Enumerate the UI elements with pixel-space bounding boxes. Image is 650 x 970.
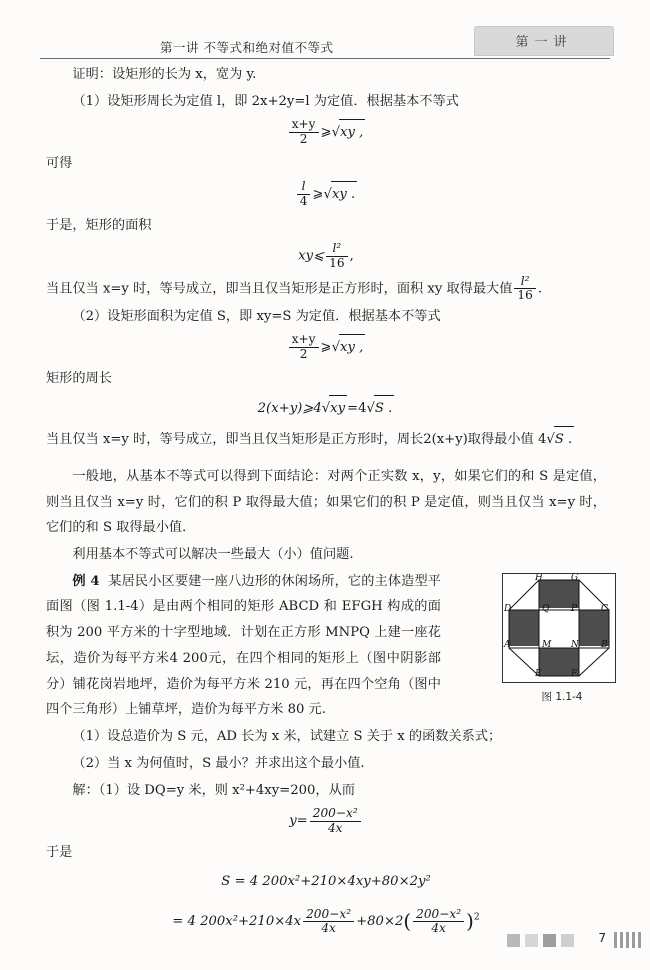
footer-barcode: [614, 932, 642, 948]
eq8-mid: +80×2: [356, 914, 404, 930]
example-label: 例 4: [72, 573, 100, 589]
question-2: （2）当 x 为何值时，S 最小？并求出这个最小值.: [72, 755, 365, 771]
figure-drawing: [502, 573, 616, 683]
figure-label-G: G: [571, 573, 579, 583]
eq2-num: l: [301, 179, 306, 194]
eq3-tail: ,: [349, 248, 354, 264]
footer-square-2: [525, 934, 538, 947]
eq8-pow: 2: [473, 911, 480, 923]
eq8-den: 4x: [303, 921, 354, 936]
l5-den: 16: [514, 288, 535, 303]
chapter-tab: [474, 26, 614, 56]
chapter-tab-label: 第一讲: [515, 35, 573, 50]
footer-square-1: [507, 934, 520, 947]
equality-condition-1-text: 当且仅当 x=y 时，等号成立，即当且仅当矩形是正方形时，面积 xy 取得最大值: [46, 280, 513, 296]
solution-line: 解：（1）设 DQ=y 米，则 x²+4xy=200，从而: [72, 782, 355, 798]
eq3-lhs: xy⩽: [298, 248, 325, 264]
thus-line-2: 于是: [46, 844, 73, 860]
equation-2: $\frac{l}{4}$ ⩾√xy .: [46, 180, 606, 208]
question-1: （1）设总造价为 S 元，AD 长为 x 米，试建立 S 关于 x 的函数关系式；: [72, 729, 502, 745]
eq3-den: 16: [326, 256, 347, 271]
eq7-text: S = 4 200x²+210×4xy+80×2y²: [221, 874, 431, 890]
equality-condition-2-text: 当且仅当 x=y 时，等号成立，即当且仅当矩形是正方形时，周长2(x+y)取得最小值 4: [46, 432, 547, 448]
eq8-num: 200−x²: [306, 906, 352, 921]
l5-num: l²: [520, 273, 530, 288]
figure-label-N: N: [571, 640, 579, 650]
figure-label-E: E: [535, 669, 542, 679]
equation-8: = 4 200x²+210×4x $\frac{\text{200−x²}}{4x}$ +80×2( $\frac{\text{200−x²}}{4x}$ )$^2$: [172, 906, 480, 936]
area-line: 于是，矩形的面积: [46, 217, 152, 233]
eq8-den2: 4x: [413, 921, 464, 936]
equality-condition-2: 当且仅当 x=y 时，等号成立，即当且仅当矩形是正方形时，周长2(x+y)取得最小值 4√S .: [46, 426, 606, 453]
eq5-mid: =4: [347, 401, 367, 417]
header-rule: [40, 58, 610, 59]
figure-label-D: D: [504, 604, 512, 614]
figure-label-A: A: [504, 640, 511, 650]
eq6-den: 4x: [310, 821, 361, 836]
equation-7: [46, 869, 606, 895]
equation-6: [46, 807, 606, 835]
l8-rad: S .: [554, 426, 574, 453]
page-number: 7: [598, 931, 606, 945]
equation-1: $\frac{x+y}{2}$ ⩾√xy ,: [46, 118, 606, 146]
figure-label-M: M: [542, 640, 552, 650]
eq2-rel: ⩾: [312, 186, 324, 202]
equation-4: $\frac{x+y}{2}$ ⩾√xy ,: [46, 333, 606, 361]
page-header: [0, 18, 650, 58]
eq4-radicand: xy ,: [339, 334, 365, 361]
eq4-num: x+y: [291, 332, 316, 347]
thus-line-1: 可得: [46, 155, 73, 171]
eq1-rel: ⩾: [320, 124, 332, 140]
figure-label-B: B: [601, 640, 608, 650]
equality-condition-1: [46, 275, 606, 303]
eq6-lhs: y=: [289, 813, 308, 829]
octagon-cross-diagram: [503, 574, 615, 682]
figure-caption: 图 1.1-4: [541, 691, 583, 703]
footer-square-4: [561, 934, 574, 947]
eq5-lhs: 2(x+y)⩾4: [257, 401, 322, 417]
eq8-lead: = 4 200x²+210×4x: [172, 914, 302, 930]
part1-premise: （1）设矩形周长为定值 l，即 2x+2y=l 为定值．根据基本不等式: [72, 93, 459, 109]
figure-1-1-4: [502, 573, 622, 704]
figure-label-H: H: [535, 573, 543, 583]
eq1-radicand: xy ,: [339, 119, 365, 146]
figure-label-F: F: [571, 669, 578, 679]
example-4: [46, 569, 441, 723]
eq8-num2: 200−x²: [416, 906, 462, 921]
eq5-rad1: xy: [329, 395, 347, 422]
eq4-rel: ⩾: [320, 339, 332, 355]
eq6-num: 200−x²: [312, 806, 358, 821]
equation-5: 2(x+y)⩾4√xy =4√S .: [46, 395, 606, 422]
eq3-num: l²: [332, 241, 342, 256]
eq1-num: x+y: [291, 117, 316, 132]
eq2-den: 4: [297, 194, 311, 209]
figure-label-P: P: [571, 604, 578, 614]
eq4-den: 2: [289, 347, 319, 362]
figure-label-Q: Q: [542, 604, 550, 614]
l5-tail: .: [537, 280, 543, 296]
footer-square-3: [543, 934, 556, 947]
eq2-radicand: xy .: [331, 181, 357, 208]
page-footer: [0, 930, 650, 952]
figure-label-C: C: [601, 604, 608, 614]
page-content: [46, 62, 606, 946]
example-text: 某居民小区要建一座八边形的休闲场所，它的主体造型平面图（图 1.1-4）是由两个相同的矩形 ABCD 和 EFGH 构成的面积为 200 平方米的十字型地域．计划在正方形 MNPQ 上建一座花坛，造价为每平方米4 200元，在四个相同的矩形上（图中阴影部分）铺花岗岩地坪，造价为每平方米 210 元，再在四个空角（图中四个三角形）上铺草坪，造价为每平方米 80 元.: [46, 573, 441, 718]
eq5-rad2: S .: [374, 395, 394, 422]
proof-line: 证明：设矩形的长为 x，宽为 y.: [72, 67, 257, 82]
eq1-den: 2: [289, 132, 319, 147]
general-conclusion: 一般地，从基本不等式可以得到下面结论：对两个正实数 x，y，如果它们的和 S 是定值，则当且仅当 x=y 时，它们的积 P 取得最大值；如果它们的积 P 是定值，则当且仅当 x=y 时，它们的和 S 取得最小值．: [46, 468, 606, 536]
chapter-title: 第一讲 不等式和绝对值不等式: [160, 40, 334, 55]
perimeter-line: 矩形的周长: [46, 370, 112, 386]
part2-premise: （2）设矩形面积为定值 S，即 xy=S 为定值．根据基本不等式: [72, 308, 441, 324]
equation-3: [46, 242, 606, 270]
application-note: 利用基本不等式可以解决一些最大（小）值问题.: [72, 547, 354, 563]
